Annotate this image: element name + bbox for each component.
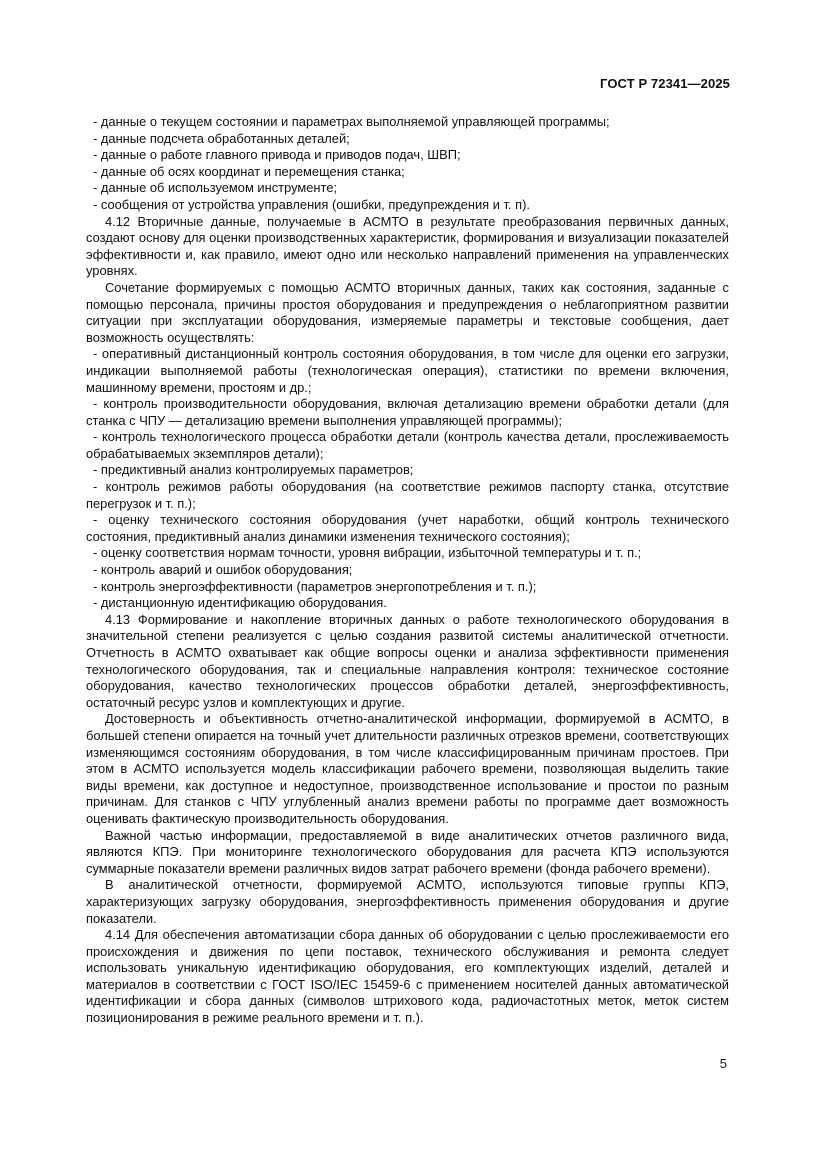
paragraph-4-12: 4.12 Вторичные данные, получаемые в АСМТО в результате преобразования первичных данных, создают основу для оценки производственных характеристик, формирования и визуализации показателей эффективности и, как правило, имеют одно или несколько направлений применения на управленческих уровнях. bbox=[86, 213, 729, 279]
list2-item: - оценку соответствия нормам точности, уровня вибрации, избыточной температуры и т. п.; bbox=[93, 545, 642, 561]
paragraph-important: Важной частью информации, предоставляемой в виде аналитических отчетов различного вида, являются КПЭ. При мониторинге технологического оборудования для расчета КПЭ используются суммарные показатели времени различных видов затрат рабочего времени (фонда рабочего времени). bbox=[86, 827, 729, 876]
list2-item: - контроль производительности оборудования, включая детализацию времени обработки детали (для станка с ЧПУ — детализацию времени выполнения управляющей программы); bbox=[86, 396, 729, 428]
paragraph-4-13: 4.13 Формирование и накопление вторичных данных о работе технологического оборудования в значительной степени реализуется с целью создания развитой системы аналитической отчетности. Отчетность в АСМТО охватывает как общие вопросы оценки и анализа эффективности применения технологического оборудования, так и специальные направления контроля: техническое состояние оборудования, качество технологических процессов обработки деталей, энергоэффективность, остаточный ресурс узлов и комплектующих и другие. bbox=[86, 611, 729, 710]
list2-item: - контроль аварий и ошибок оборудования; bbox=[93, 562, 353, 578]
paragraph-combination: Сочетание формируемых с помощью АСМТО вторичных данных, таких как состояния, заданные с помощью персонала, причины простоя оборудования и предупреждения о неблагоприятном развитии ситуации при эксплуатации оборудования, измеряемые параметры и текстовые сообщения, дает возможность осуществлять: bbox=[86, 279, 729, 345]
list1-item: - сообщения от устройства управления (ошибки, предупреждения и т. п). bbox=[93, 196, 530, 212]
list1-item: - данные об осях координат и перемещения станка; bbox=[93, 163, 405, 179]
paragraph-reliability: Достоверность и объективность отчетно-аналитической информации, формируемой в АСМТО, в большей степени опирается на точный учет длительности различных отрезков времени, соответствующих изменяющимся состояниям оборудования, в том числе классифицированным причинам простоев. При этом в АСМТО используется модель классификации рабочего времени, позволяющая выделить такие виды времени, как доступное и недоступное, производственное использование и простои по разным причинам. Для станков с ЧПУ углубленный анализ времени работы по программе дает возможность оценивать фактическую производительность оборудования. bbox=[86, 711, 729, 826]
list2-item: - оценку технического состояния оборудования (учет наработки, общий контроль технического состояния, предиктивный анализ динамики изменения технического состояния); bbox=[86, 512, 729, 544]
list2-item: - контроль режимов работы оборудования (на соответствие режимов паспорту станка, отсутствие перегрузок и т. п.); bbox=[86, 479, 729, 511]
list1-item: - данные подсчета обработанных деталей; bbox=[93, 130, 350, 146]
page-number: 5 bbox=[719, 1056, 727, 1071]
list1-item: - данные об используемом инструменте; bbox=[93, 180, 338, 196]
list2-item: - предиктивный анализ контролируемых параметров; bbox=[93, 462, 414, 478]
list1-item: - данные о работе главного привода и приводов подач, ШВП; bbox=[93, 147, 461, 163]
list1-item: - данные о текущем состоянии и параметрах выполняемой управляющей программы; bbox=[93, 114, 610, 129]
list2-item: - оперативный дистанционный контроль состояния оборудования, в том числе для оценки его загрузки, индикации выполняемой работы (технологическая операция), статистики по времени включения, машинному времени, простоям и др.; bbox=[86, 346, 729, 395]
paragraph-analytic: В аналитической отчетности, формируемой АСМТО, используются типовые группы КПЭ, характеризующих загрузку оборудования, энергоэффективность применения оборудования и другие показатели. bbox=[86, 877, 729, 926]
document-header: ГОСТ Р 72341—2025 bbox=[600, 76, 730, 91]
list2-item: - контроль энергоэффективности (параметров энергопотребления и т. п.); bbox=[93, 578, 537, 594]
list2-item: - контроль технологического процесса обработки детали (контроль качества детали, прослеживаемость обрабатываемых экземпляров детали); bbox=[86, 429, 729, 461]
document-body bbox=[86, 114, 729, 1027]
paragraph-4-14: 4.14 Для обеспечения автоматизации сбора данных об оборудовании с целью прослеживаемости его происхождения и движения по цепи поставок, технического обслуживания и ремонта следует использовать уникальную идентификацию оборудования, его комплектующих изделий, деталей и материалов в соответствии с ГОСТ ISO/IEC 15459-6 с применением носителей данных автоматической идентификации и сбора данных (символов штрихового кода, радиочастотных меток, меток систем позиционирования в режиме реального времени и т. п.). bbox=[86, 927, 729, 1026]
list2-item: - дистанционную идентификацию оборудования. bbox=[93, 595, 387, 611]
